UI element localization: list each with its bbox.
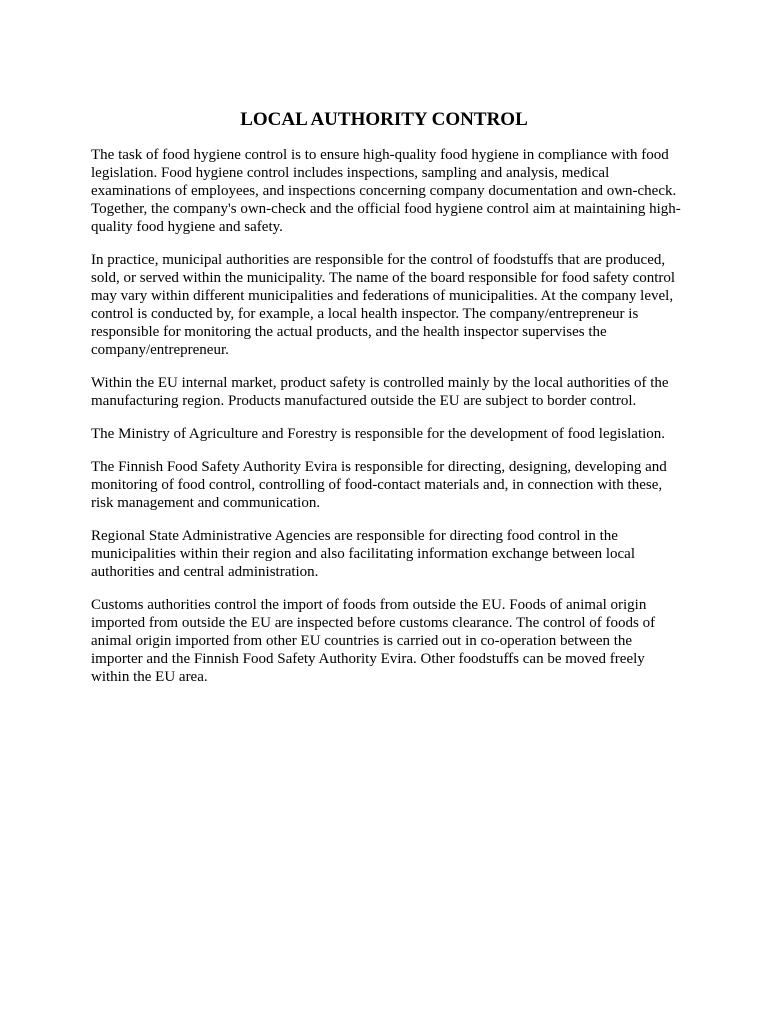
paragraph-evira: The Finnish Food Safety Authority Evira is responsible for directing, designing, developing and monitoring of food control, controlling of food-contact materials and, in connection with these, risk management and communication. xyxy=(91,459,667,511)
document-title: LOCAL AUTHORITY CONTROL xyxy=(240,109,528,130)
paragraph-customs-authorities: Customs authorities control the import of foods from outside the EU. Foods of animal origin imported from outside the EU are inspected before customs clearance. The control of foods of animal origin imported from other EU countries is carried out in co-operation between the importer and the Finnish Food Safety Authority Evira. Other foodstuffs can be moved freely within the EU area. xyxy=(91,597,656,685)
paragraph-ministry-agriculture: The Ministry of Agriculture and Forestry is responsible for the development of food legislation. xyxy=(91,426,666,442)
paragraph-eu-internal-market: Within the EU internal market, product safety is controlled mainly by the local authorities of the manufacturing region. Products manufactured outside the EU are subject to border control. xyxy=(91,375,669,409)
paragraph-municipal-authorities: In practice, municipal authorities are responsible for the control of foodstuffs that are produced, sold, or served within the municipality. The name of the board responsible for food safety control may vary within different municipalities and federations of municipalities. At the company level, control is conducted by, for example, a local health inspector. The company/entrepreneur is responsible for monitoring the actual products, and the health inspector supervises the company/entrepreneur. xyxy=(91,252,676,358)
document-body xyxy=(91,146,681,701)
paragraph-regional-agencies: Regional State Administrative Agencies are responsible for directing food control in the municipalities within their region and also facilitating information exchange between local authorities and central administration. xyxy=(91,528,635,580)
paragraph-food-hygiene-control: The task of food hygiene control is to ensure high-quality food hygiene in compliance with food legislation. Food hygiene control includes inspections, sampling and analysis, medical examinations of employees, and inspections concerning company documentation and own-check. Together, the company's own-check and the official food hygiene control aim at maintaining high-quality food hygiene and safety. xyxy=(91,147,681,235)
